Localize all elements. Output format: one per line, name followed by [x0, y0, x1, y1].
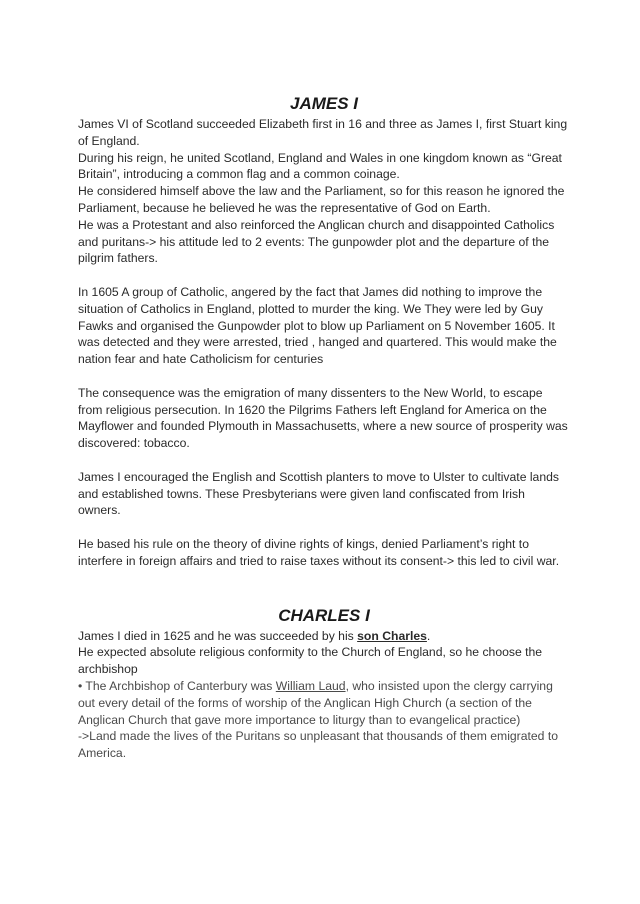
- james-paragraph-1: James VI of Scotland succeeded Elizabeth first in 16 and three as James I, first Stuart king of England.: [78, 117, 568, 148]
- spacer: [78, 368, 570, 385]
- spacer: [78, 519, 570, 536]
- james-paragraph-gunpowder-plot: In 1605 A group of Catholic, angered by the fact that James did nothing to improve the situation of Catholics in England, plotted to murder the king. We They were led by Guy Fawks and organised the Gunpowder plot to blow up Parliament on 5 November 1605. It was detected and they were arrested, tried , hanged and quartered. This would make the nation fear and hate Catholicism for centuries: [78, 284, 557, 367]
- charles-paragraph-laud: [78, 678, 570, 728]
- document-page: [78, 92, 570, 762]
- james-paragraph-2: During his reign, he united Scotland, England and Wales in one kingdom known as “Great Britain”, introducing a common flag and a common coinage.: [78, 150, 562, 182]
- james-paragraph-pilgrim-fathers: The consequence was the emigration of many dissenters to the New World, to escape from religious persecution. In 1620 the Pilgrims Fathers left England for America on the Mayflower and founded Plymouth in Massachusetts, where a new source of prosperity was discovered: tobacco.: [78, 385, 568, 451]
- james-paragraph-ulster: James I encouraged the English and Scottish planters to move to Ulster to cultivate lands and established towns. These Presbyterians were given land confiscated from Irish owners.: [78, 469, 559, 518]
- charles-p1-end: .: [426, 628, 431, 643]
- william-laud-link[interactable]: William Laud: [275, 678, 346, 693]
- charles-p3-rest: , who insisted upon the clergy carrying out every detail of the forms of worship of the Anglican High Church (a section of the Anglican Church that gave more importance to liturgy than to evangelical practice): [78, 678, 553, 727]
- charles-p1-text: James I died in 1625 and he was succeeded by his: [78, 628, 358, 643]
- james-paragraph-divine-rights: He based his rule on the theory of divine rights of kings, denied Parliament’s right to interfere in foreign affairs and tried to raise taxes without its consent-> this led to civil war.: [78, 536, 560, 568]
- section-spacer: [78, 570, 570, 604]
- charles-paragraph-1: [78, 628, 570, 645]
- son-charles-link[interactable]: son Charles: [357, 628, 427, 643]
- spacer: [78, 267, 570, 284]
- charles-heading: CHARLES I: [278, 605, 370, 625]
- james-heading: JAMES I: [289, 94, 359, 113]
- charles-paragraph-2: He expected absolute religious conformity to the Church of England, so he choose the archbishop: [78, 645, 543, 677]
- charles-paragraph-puritans: ->Land made the lives of the Puritans so unpleasant that thousands of them emigrated to America.: [78, 729, 559, 761]
- james-paragraph-4: He was a Protestant and also reinforced the Anglican church and disappointed Catholics and puritans-> his attitude led to 2 events: The gunpowder plot and the departure of the pilgrim fathers.: [78, 217, 555, 266]
- charles-p3-text: • The Archbishop of Canterbury was: [78, 678, 276, 693]
- james-paragraph-3: He considered himself above the law and the Parliament, so for this reason he ignored the Parliament, because he believed he was the representative of God on Earth.: [78, 184, 565, 215]
- spacer: [78, 452, 570, 469]
